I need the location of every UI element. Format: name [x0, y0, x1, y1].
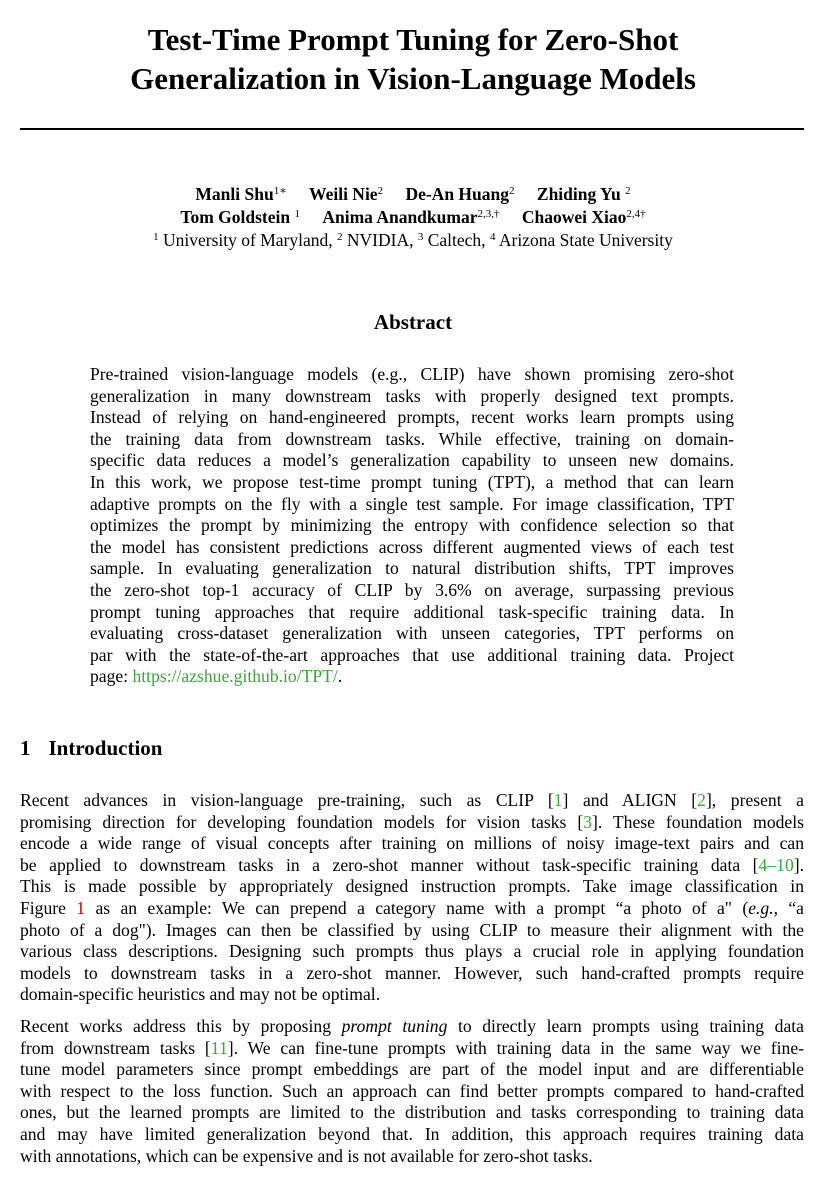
text-line: Figure 1 as an example: We can prepend a category name with a prompt “a photo of a" (e.g., “a [20, 897, 804, 918]
author: Tom Goldstein $^1$ [180, 207, 300, 227]
abstract-line: adaptive prompts on the fly with a single test sample. For image classification, TPT [90, 493, 734, 514]
text-line: models to downstream tasks in a zero-shot manner. However, such hand-crafted prompts require [20, 962, 804, 983]
abstract-line: Instead of relying on hand-engineered prompts, recent works learn prompts using [90, 407, 734, 428]
section-title: Introduction [48, 736, 163, 760]
author-block [0, 183, 826, 252]
citation-link[interactable]: 1 [553, 790, 563, 810]
paper-title [0, 20, 826, 98]
author: Chaowei Xiao$^{2,4\dagger}$ [521, 207, 646, 227]
text-line: with respect to the loss function. Such an approach can find better prompts compared to hand-crafted [20, 1080, 804, 1101]
title-rule [20, 128, 804, 130]
affiliations: $^1$ University of Maryland, $^2$ NVIDIA, $^3$ Caltech, $^4$ Arizona State University [153, 230, 673, 250]
citation-link[interactable]: 4–10 [758, 854, 794, 875]
author: Manli Shu$^{1∗}$ [195, 184, 287, 204]
abstract-line: In this work, we propose test-time prompt tuning (TPT), a method that can learn [90, 471, 734, 492]
figure-ref-link[interactable]: 1 [76, 897, 86, 918]
text-line: ones, but the learned prompts are limited to the distribution and tasks corresponding to training data [20, 1102, 804, 1123]
abstract-line: Pre-trained vision-language models (e.g., CLIP) have shown promising zero-shot [90, 364, 734, 384]
text-line: promising direction for developing foundation models for vision tasks [3]. These foundation models [20, 811, 804, 832]
text-line: Recent works address this by proposing prompt tuning to directly learn prompts using training data [20, 1016, 804, 1036]
citation-link[interactable]: 11 [210, 1037, 228, 1058]
text-line: with annotations, which can be expensive and is not available for zero-shot tasks. [20, 1145, 593, 1166]
abstract-line: evaluating cross-dataset generalization with unseen categories, TPT performs on [90, 623, 734, 644]
author-row-1 [0, 183, 826, 206]
title-line-2: Generalization in Vision-Language Models [130, 61, 696, 96]
text-line: encode a wide range of visual concepts after training on millions of noisy image-text pairs and can [20, 833, 804, 854]
text-line: tune model parameters since prompt embeddings are part of the model input and are differentiable [20, 1059, 804, 1080]
author: De-An Huang$^2$ [405, 184, 515, 204]
abstract-line: page: https://azshue.github.io/TPT/. [90, 666, 343, 687]
intro-paragraph-2 [20, 1016, 804, 1167]
text-line: be applied to downstream tasks in a zero-shot manner without task-specific training data [4–10]. [20, 854, 804, 875]
abstract-line: the training data from downstream tasks. While effective, training on domain- [90, 428, 734, 449]
text-line: This is made possible by appropriately designed instruction prompts. Take image classification in [20, 876, 804, 897]
abstract-line: the model has consistent predictions across different augmented views of each test [90, 536, 734, 557]
author: Anima Anandkumar$^{2,3,\dagger}$ [322, 207, 500, 227]
section-heading-introduction [20, 736, 162, 761]
text-line: from downstream tasks [11]. We can fine-tune prompts with training data in the same way we fine- [20, 1037, 804, 1058]
text-line: Recent advances in vision-language pre-training, such as CLIP [1] and ALIGN [2], present a [20, 790, 804, 810]
abstract-line: par with the state-of-the-art approaches that use additional training data. Project [90, 644, 734, 665]
abstract-body [90, 364, 734, 688]
project-page-link[interactable]: https://azshue.github.io/TPT/ [132, 666, 338, 687]
text-line: photo of a dog"). Images can then be classified by using CLIP to measure their alignment with the [20, 919, 804, 940]
abstract-line: specific data reduces a model’s generalization capability to unseen new domains. [90, 450, 734, 471]
text-line: various class descriptions. Designing such prompts thus plays a crucial role in applying foundation [20, 941, 804, 962]
abstract-line: prompt tuning approaches that require additional task-specific training data. In [90, 601, 734, 622]
author: Weili Nie$^2$ [309, 184, 384, 204]
text-line: and may have limited generalization beyond that. In addition, this approach requires training data [20, 1123, 804, 1144]
citation-link[interactable]: 2 [697, 790, 706, 810]
abstract-line: sample. In evaluating generalization to natural distribution shifts, TPT improves [90, 558, 734, 579]
intro-paragraph-1 [20, 790, 804, 1006]
abstract-line: the zero-shot top-1 accuracy of CLIP by 3.6% on average, surpassing previous [90, 579, 734, 600]
abstract-line: generalization in many downstream tasks with properly designed text prompts. [90, 385, 734, 406]
section-number: 1 [20, 736, 31, 760]
text-line: domain-specific heuristics and may not be optimal. [20, 984, 381, 1005]
author-row-2 [0, 206, 826, 229]
author: Zhiding Yu $^2$ [536, 184, 631, 204]
abstract-heading: Abstract [373, 310, 453, 334]
abstract-line: optimizes the prompt by minimizing the entropy with confidence selection so that [90, 515, 734, 536]
citation-link[interactable]: 3 [583, 811, 592, 832]
title-line-1: Test-Time Prompt Tuning for Zero-Shot [147, 22, 679, 57]
